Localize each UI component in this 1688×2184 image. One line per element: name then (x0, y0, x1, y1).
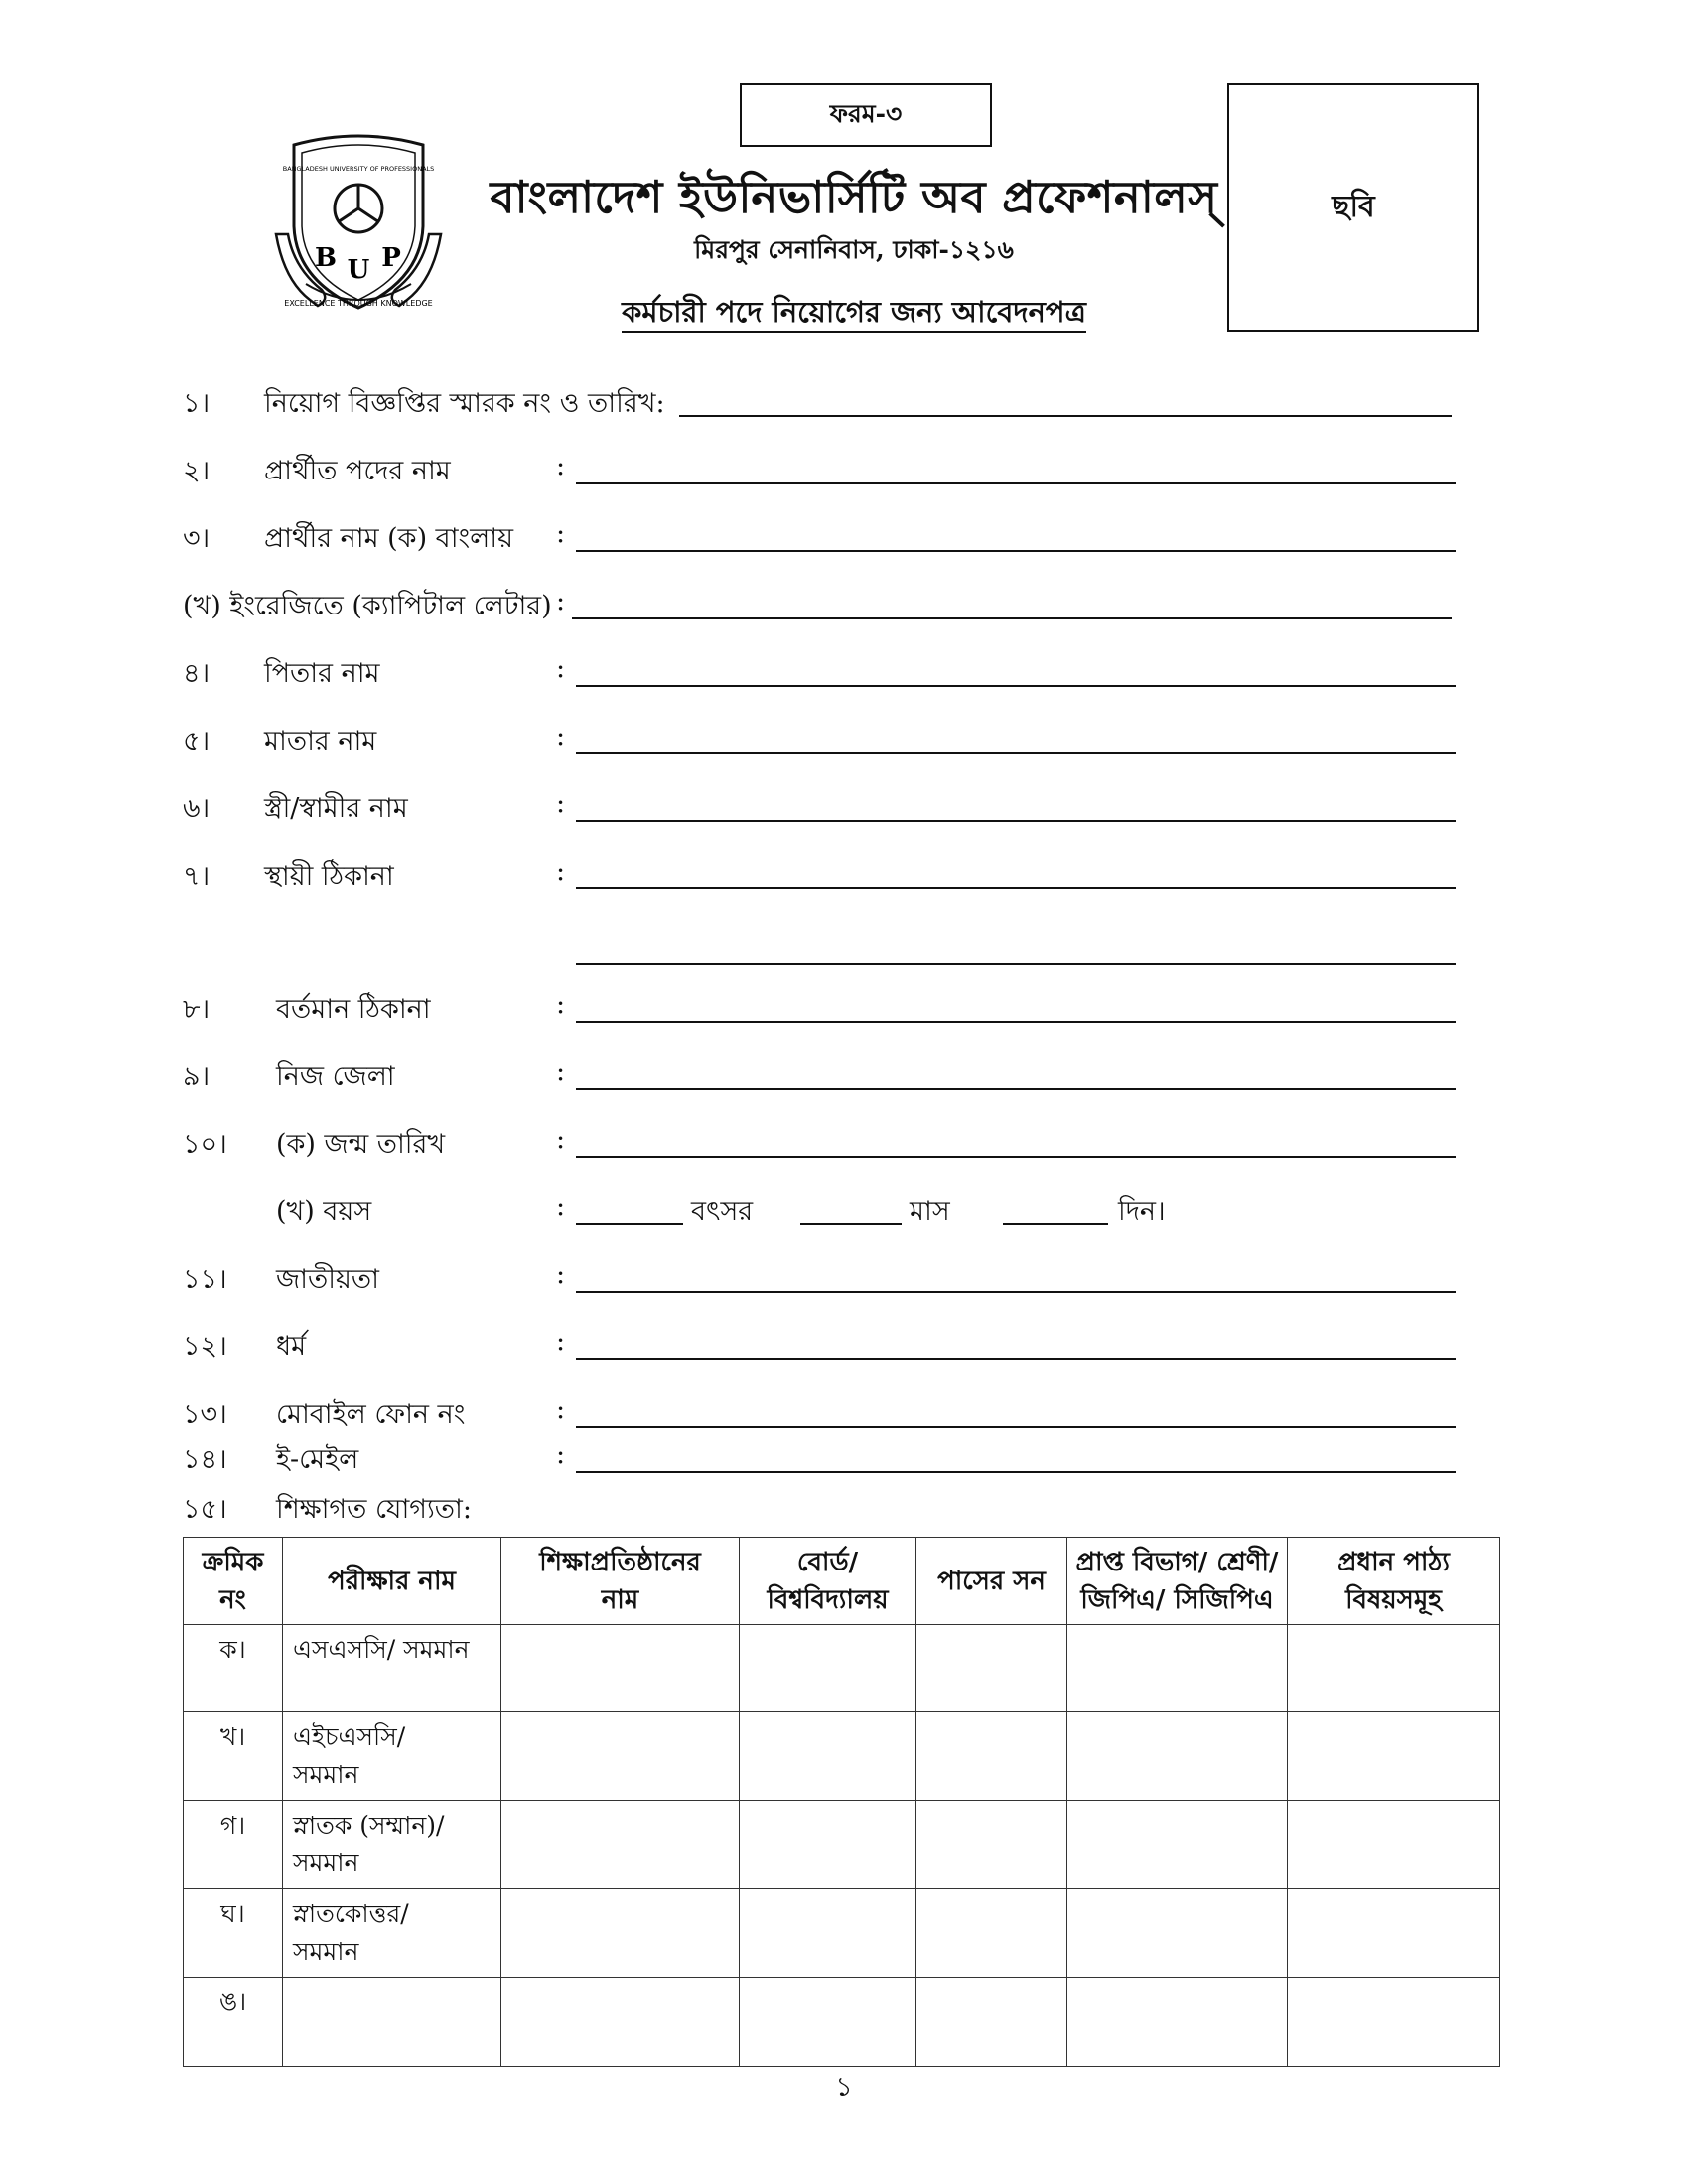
input-line-name-english[interactable] (572, 617, 1452, 619)
photo-label: ছবি (1332, 189, 1375, 224)
input-line-name-bangla[interactable] (576, 550, 1456, 552)
cell-board[interactable] (740, 1625, 916, 1712)
row-exam-name: এইচএসসি/ সমমান (283, 1712, 501, 1801)
row-exam-name[interactable] (283, 1978, 501, 2067)
svg-text:U: U (347, 255, 370, 285)
field-mother-name (183, 721, 1474, 760)
row-exam-name: স্নাতকোত্তর/ সমমান (283, 1889, 501, 1978)
field-mobile (183, 1394, 1474, 1433)
header-board: বোর্ড/ বিশ্ববিদ্যালয় (740, 1538, 916, 1625)
university-address: মিরপুর সেনানিবাস, ঢাকা-১২১৬ (694, 235, 1014, 264)
page-number: ১ (835, 2072, 853, 2103)
field-number: ১৪। (183, 1444, 227, 1475)
cell-subjects[interactable] (1288, 1889, 1500, 1978)
cell-result[interactable] (1067, 1978, 1288, 2067)
svg-text:BANGLADESH UNIVERSITY OF PROFE: BANGLADESH UNIVERSITY OF PROFESSIONALS (282, 165, 435, 173)
field-birth-date (183, 1124, 1474, 1163)
cell-board[interactable] (740, 1712, 916, 1801)
svg-text:B: B (315, 243, 337, 273)
cell-passing-year[interactable] (916, 1978, 1067, 2067)
field-label: বর্তমান ঠিকানা (276, 994, 431, 1024)
field-post-name (183, 451, 1474, 490)
input-line-present-address[interactable] (576, 1021, 1456, 1023)
colon: : (556, 856, 566, 887)
field-age (183, 1191, 1474, 1231)
input-line-father-name[interactable] (576, 685, 1456, 687)
header-institution: শিক্ষাপ্রতিষ্ঠানের নাম (501, 1538, 740, 1625)
input-line-permanent-address[interactable] (576, 887, 1456, 889)
input-line-age-days[interactable] (1003, 1223, 1108, 1225)
field-education-heading (183, 1489, 1474, 1529)
cell-subjects[interactable] (1288, 1978, 1500, 2067)
age-years-label: বৎসর (691, 1196, 754, 1227)
colon: : (556, 653, 566, 684)
row-serial: খ। (184, 1712, 283, 1801)
field-number: ৮। (183, 994, 211, 1024)
row-serial: ঙ। (184, 1978, 283, 2067)
colon: : (556, 989, 566, 1020)
colon: : (556, 586, 566, 616)
cell-passing-year[interactable] (916, 1625, 1067, 1712)
field-label: (খ) বয়স (276, 1196, 372, 1227)
header-exam-name: পরীক্ষার নাম (283, 1538, 501, 1625)
cell-subjects[interactable] (1288, 1712, 1500, 1801)
header-result: প্রাপ্ত বিভাগ/ শ্রেণী/ জিপিএ/ সিজিপিএ (1067, 1538, 1288, 1625)
field-permanent-address (183, 856, 1474, 895)
bup-emblem-icon (270, 131, 447, 316)
cell-subjects[interactable] (1288, 1801, 1500, 1889)
cell-institution[interactable] (501, 1889, 740, 1978)
row-exam-name: এসএসসি/ সমমান (283, 1625, 501, 1712)
table-row (184, 1889, 1500, 1978)
university-name: বাংলাদেশ ইউনিভার্সিটি অব প্রফেশনালস্ (490, 171, 1218, 223)
field-label: নিয়োগ বিজ্ঞপ্তির স্মারক নং ও তারিখ: (264, 388, 665, 419)
row-serial: গ। (184, 1801, 283, 1889)
table-row (184, 1625, 1500, 1712)
input-line-age-months[interactable] (800, 1223, 902, 1225)
field-number: ১। (183, 388, 211, 419)
cell-result[interactable] (1067, 1625, 1288, 1712)
field-number: ৩। (183, 523, 211, 554)
field-number: ১১। (183, 1264, 227, 1295)
field-label: ই-মেইল (276, 1444, 359, 1475)
field-home-district (183, 1056, 1474, 1096)
header-subjects: প্রধান পাঠ্য বিষয়সমূহ (1288, 1538, 1500, 1625)
cell-institution[interactable] (501, 1712, 740, 1801)
field-label: পিতার নাম (264, 658, 380, 689)
cell-passing-year[interactable] (916, 1712, 1067, 1801)
colon: : (556, 1259, 566, 1290)
field-label: শিক্ষাগত যোগ্যতা: (276, 1494, 472, 1525)
field-number: ৬। (183, 793, 211, 824)
cell-result[interactable] (1067, 1889, 1288, 1978)
field-number: ৯। (183, 1061, 211, 1092)
field-label: (খ) ইংরেজিতে (ক্যাপিটাল লেটার) (183, 591, 552, 621)
colon: : (556, 788, 566, 819)
colon: : (556, 1439, 566, 1470)
field-number: ১২। (183, 1331, 227, 1362)
cell-board[interactable] (740, 1889, 916, 1978)
education-table (183, 1537, 1500, 2067)
svg-text:P: P (381, 243, 401, 273)
header-passing-year: পাসের সন (916, 1538, 1067, 1625)
colon: : (556, 721, 566, 751)
input-line-email[interactable] (576, 1471, 1456, 1473)
table-row (184, 1712, 1500, 1801)
input-line-birth-date[interactable] (576, 1156, 1456, 1158)
colon: : (556, 451, 566, 481)
colon: : (556, 518, 566, 549)
row-serial: ক। (184, 1625, 283, 1712)
age-months-label: মাস (910, 1196, 950, 1227)
field-label: (ক) জন্ম তারিখ (276, 1129, 446, 1160)
field-present-address (183, 989, 1474, 1028)
input-line-post-name[interactable] (576, 482, 1456, 484)
field-label: স্ত্রী/স্বামীর নাম (264, 793, 408, 824)
input-line-nationality[interactable] (576, 1291, 1456, 1293)
field-label: স্থায়ী ঠিকানা (264, 861, 394, 891)
colon: : (556, 1326, 566, 1357)
input-line-home-district[interactable] (576, 1088, 1456, 1090)
cell-subjects[interactable] (1288, 1625, 1500, 1712)
field-number: ৭। (183, 861, 211, 891)
field-religion (183, 1326, 1474, 1366)
field-nationality (183, 1259, 1474, 1298)
cell-board[interactable] (740, 1801, 916, 1889)
field-label: মাতার নাম (264, 726, 377, 756)
colon: : (556, 1191, 566, 1222)
form-title: কর্মচারী পদে নিয়োগের জন্য আবেদনপত্র (556, 290, 1152, 339)
field-label: প্রার্থীত পদের নাম (264, 456, 451, 486)
field-email (183, 1439, 1474, 1479)
cell-result[interactable] (1067, 1801, 1288, 1889)
input-line-mobile[interactable] (576, 1426, 1456, 1428)
input-line-mother-name[interactable] (576, 752, 1456, 754)
cell-institution[interactable] (501, 1801, 740, 1889)
field-name-bangla (183, 518, 1474, 558)
field-label: নিজ জেলা (276, 1061, 395, 1092)
colon: : (556, 1394, 566, 1425)
university-logo (270, 131, 447, 316)
field-circular-ref (183, 383, 1474, 423)
field-number: ১৫। (183, 1494, 227, 1525)
field-number: ১০। (183, 1129, 227, 1160)
field-label: ধর্ম (276, 1331, 307, 1362)
input-line-circular-ref[interactable] (679, 415, 1452, 417)
table-header-row (184, 1538, 1500, 1625)
field-label: মোবাইল ফোন নং (276, 1399, 466, 1430)
table-row (184, 1978, 1500, 2067)
cell-institution[interactable] (501, 1625, 740, 1712)
field-number: ১৩। (183, 1399, 227, 1430)
field-number: ৫। (183, 726, 211, 756)
field-father-name (183, 653, 1474, 693)
colon: : (556, 1124, 566, 1155)
input-line-age-years[interactable] (576, 1223, 683, 1225)
input-line-spouse-name[interactable] (576, 820, 1456, 822)
cell-passing-year[interactable] (916, 1889, 1067, 1978)
cell-institution[interactable] (501, 1978, 740, 2067)
field-spouse-name (183, 788, 1474, 828)
cell-result[interactable] (1067, 1712, 1288, 1801)
cell-passing-year[interactable] (916, 1801, 1067, 1889)
photo-box[interactable] (1227, 83, 1479, 332)
field-label: প্রার্থীর নাম (ক) বাংলায় (264, 523, 514, 554)
input-line-permanent-address-2[interactable] (576, 963, 1456, 965)
form-number-box (740, 83, 992, 147)
header-serial: ক্রমিক নং (184, 1538, 283, 1625)
table-row (184, 1801, 1500, 1889)
field-name-english (183, 586, 1474, 625)
input-line-religion[interactable] (576, 1358, 1456, 1360)
row-exam-name: স্নাতক (সম্মান)/ সমমান (283, 1801, 501, 1889)
field-number: ২। (183, 456, 211, 486)
field-label: জাতীয়তা (276, 1264, 379, 1295)
colon: : (556, 1056, 566, 1087)
svg-text:EXCELLENCE THROUGH KNOWLEDGE: EXCELLENCE THROUGH KNOWLEDGE (284, 299, 433, 308)
form-number: ফরম-৩ (829, 98, 903, 128)
age-days-label: দিন। (1118, 1196, 1166, 1227)
field-number: ৪। (183, 658, 211, 689)
row-serial: ঘ। (184, 1889, 283, 1978)
cell-board[interactable] (740, 1978, 916, 2067)
